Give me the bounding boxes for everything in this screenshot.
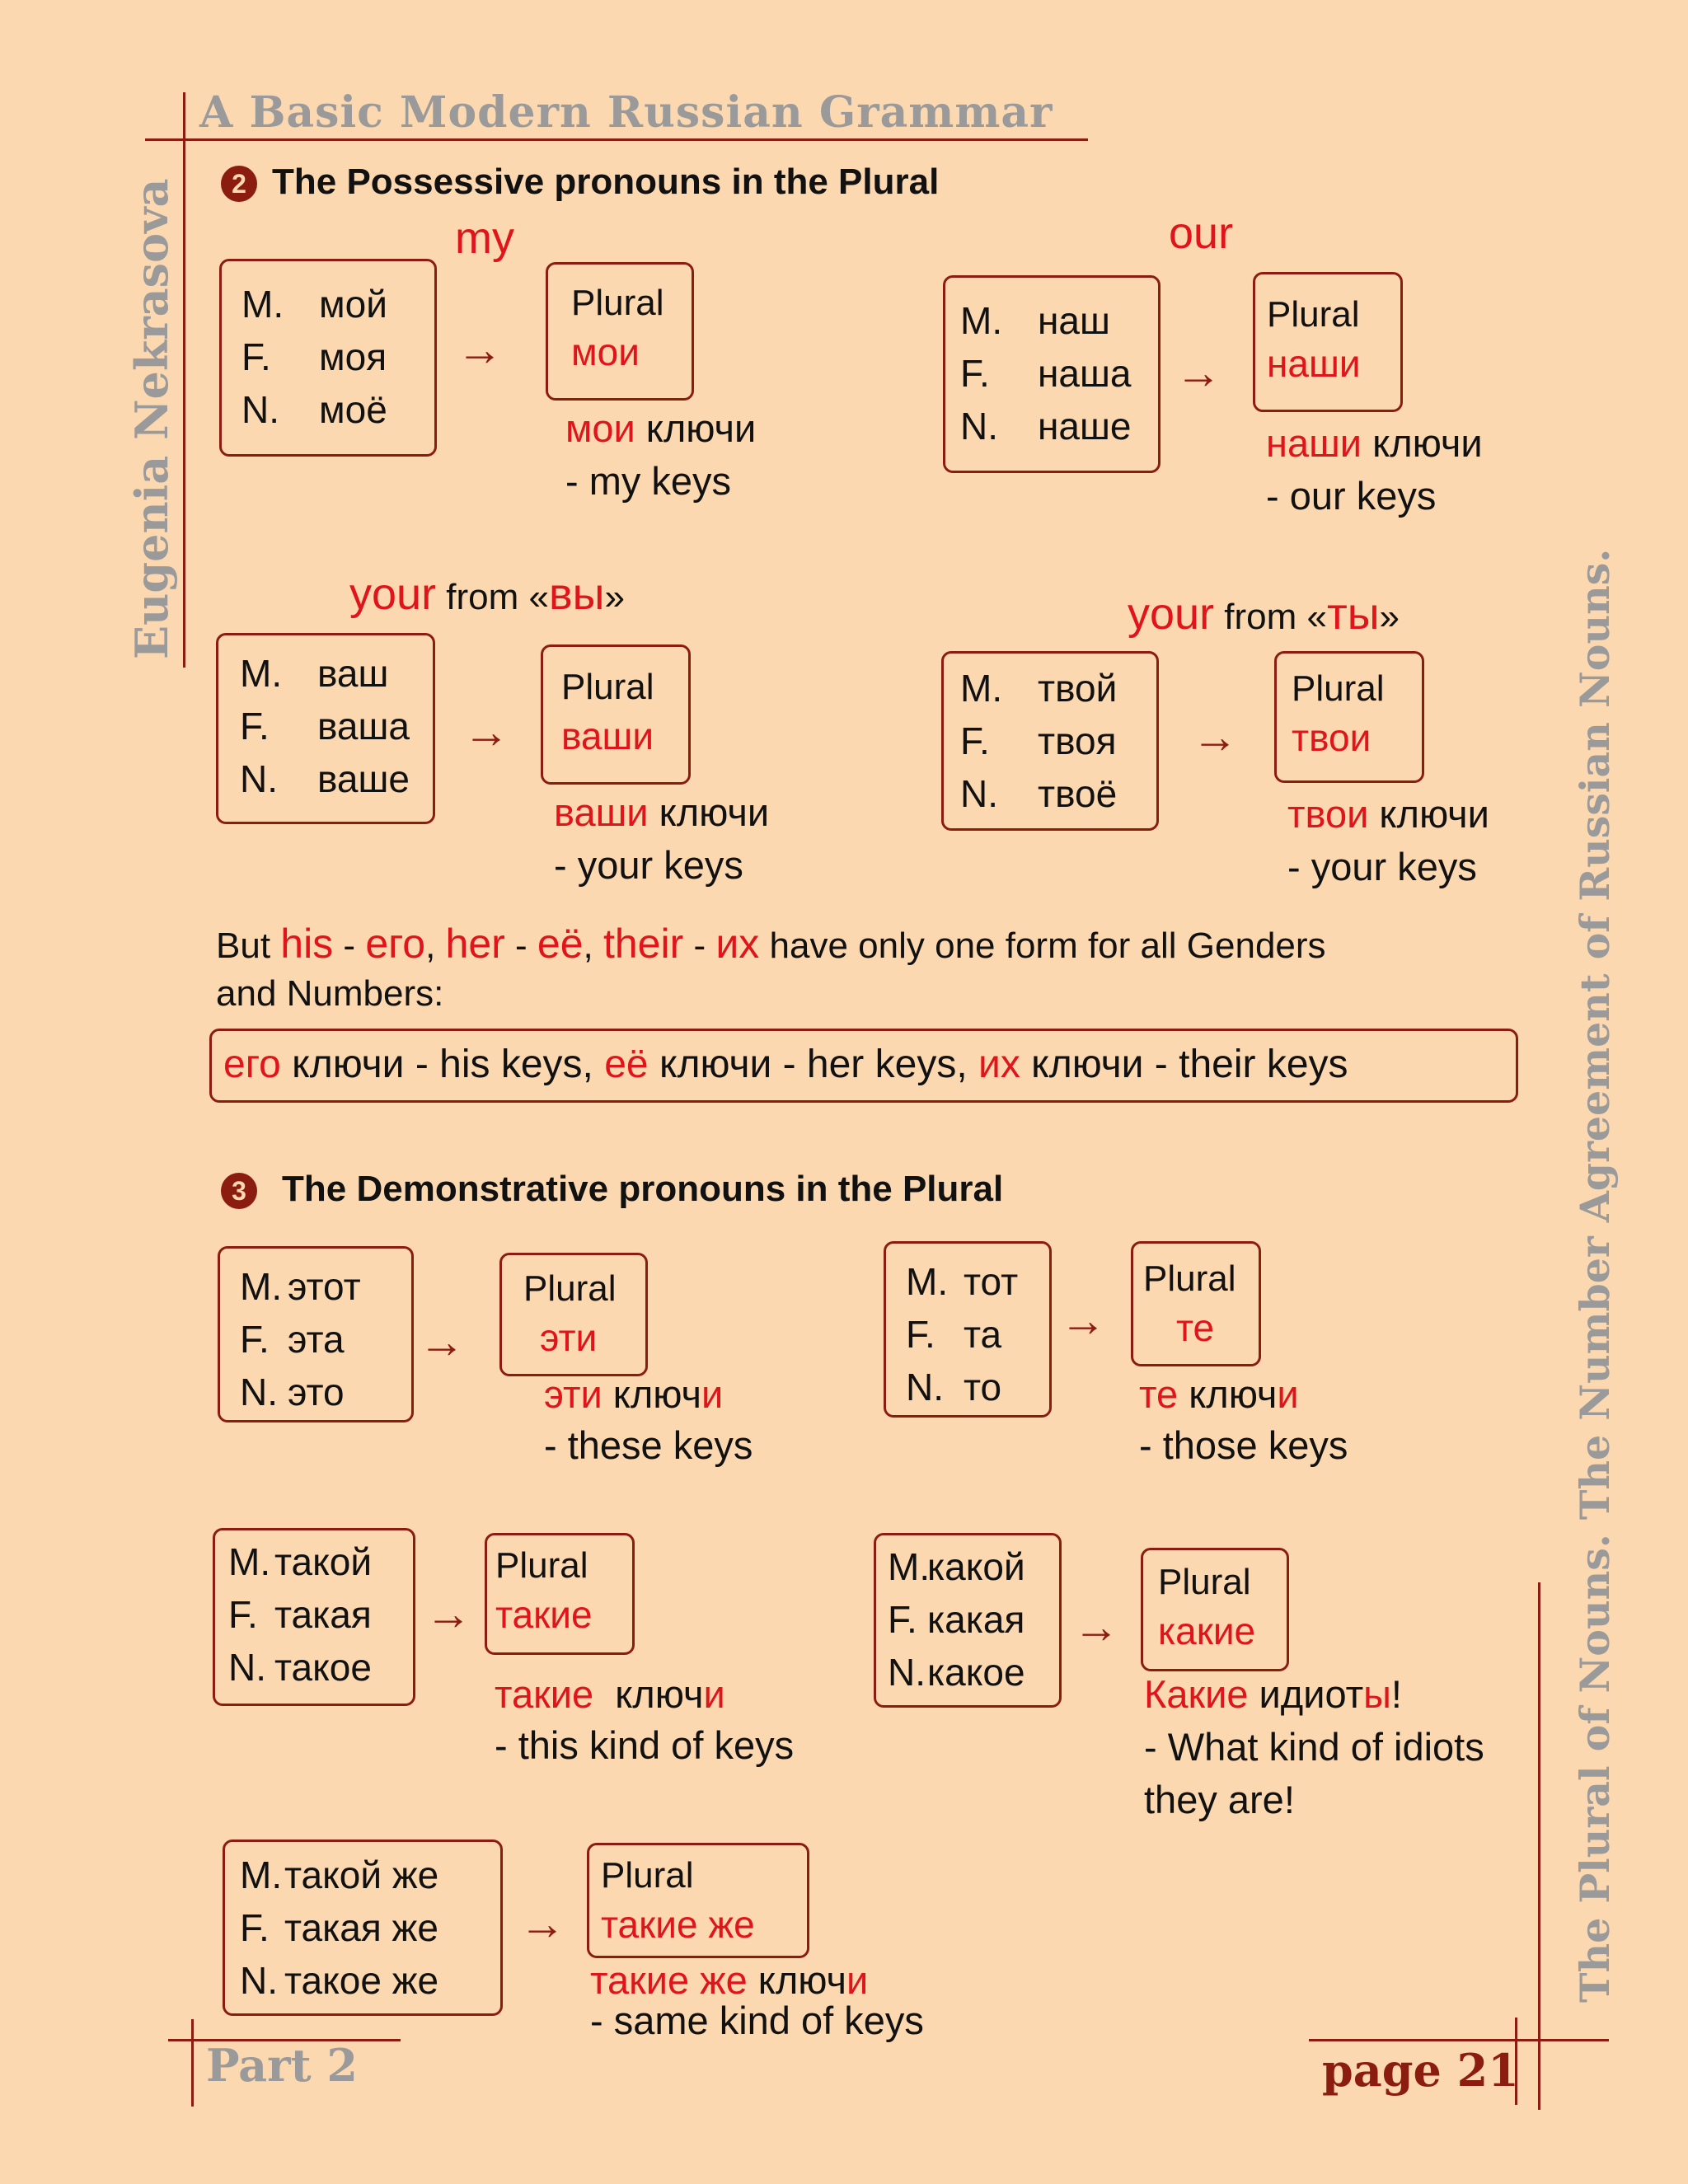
gender-label: F. [960,352,990,395]
label-your: your [349,569,437,619]
gender-label: N. [888,1651,926,1694]
example-pronoun: такие же [590,1958,748,2002]
example-noun: ключ [593,1672,704,1716]
gender-label: M. [240,652,283,695]
side-title: The Plural of Nouns. The Number Agreement of Russian Nouns. [1571,548,1619,2003]
gender-box-takoy-zhe [223,1840,503,2016]
plural-box-kakoy [1141,1548,1289,1671]
label-from: from « [1214,597,1327,637]
gender-form: это [288,1371,345,1413]
gender-label: F. [240,1906,270,1949]
gender-label: N. [240,757,278,800]
gender-form: наша [1038,352,1132,395]
gender-form: такая [274,1593,372,1636]
gender-label: F. [960,719,990,762]
example-ending: и [701,1372,724,1416]
plural-box-tot [1131,1241,1261,1366]
gender-form: твоя [1038,719,1117,762]
label-your: your [1128,589,1215,639]
gender-label: N. [241,388,279,431]
header-rule-horizontal [145,138,1088,141]
example-noun: ключи [635,406,757,450]
gender-box-etot [218,1246,414,1422]
example-our [1266,417,1483,470]
gender-form: твоё [1038,772,1118,815]
label-your-vy [349,569,625,620]
author-name: Eugenia Nekrasova [125,178,178,659]
gender-label: M. [960,667,1003,710]
example-tot [1139,1368,1299,1421]
label-our: our [1169,209,1234,258]
example-pronoun: такие [495,1672,594,1716]
section3-number-badge: 3 [221,1173,257,1209]
gender-label: N. [240,1371,278,1413]
gender-box-your-vy [216,633,435,824]
footer-rule-right-horizontal [1309,2039,1609,2041]
arrow-icon: → [1192,710,1238,762]
examples-box [209,1029,1518,1103]
plural-form: какие [1158,1610,1256,1652]
example-noun: ключи [1368,792,1489,836]
gloss-etot: - these keys [544,1423,753,1467]
gender-box-kakoy [874,1533,1062,1708]
gloss-takoy-zhe: - same kind of keys [590,1999,924,2042]
plural-label: Plural [523,1268,617,1309]
plural-form: эти [540,1316,598,1359]
example-pronoun: твои [1287,792,1369,836]
gender-label: M. [241,283,284,326]
gender-form: какая [927,1598,1025,1641]
gender-box-my [219,259,437,457]
example-pronoun: наши [1266,421,1362,465]
gender-form: какой [927,1545,1025,1588]
gender-form: твой [1038,667,1118,710]
example-pronoun: эти [544,1372,603,1416]
arrow-icon: → [463,705,509,757]
label-from-end: » [1379,597,1400,637]
plural-form: ваши [561,715,654,757]
example-noun: ключ [602,1372,702,1416]
gender-form: такое же [284,1959,439,2002]
gender-form: ваша [317,705,410,748]
section2-number-badge: 2 [221,166,257,202]
gender-form: этот [288,1265,361,1308]
plural-label: Plural [1158,1562,1251,1602]
example-noun: ключи [648,790,770,834]
gender-label: M. [228,1540,271,1583]
gloss-tot: - those keys [1139,1423,1348,1467]
gender-form: то [964,1366,1002,1408]
gender-label: N. [960,772,998,815]
gender-box-tot [884,1241,1052,1418]
label-your-ty [1128,588,1400,640]
gender-label: M. [240,1854,283,1896]
example-ending: и [846,1958,869,2002]
examples-line: его ключи - his keys, её ключи - her keys, их ключи - their keys [223,1043,1348,1086]
gender-form: такая же [284,1906,438,1949]
section3-heading [221,1169,1003,1210]
example-ending: и [703,1672,725,1716]
example-pronoun: те [1139,1372,1179,1416]
arrow-icon: → [1175,346,1221,398]
example-ending: ы [1363,1672,1391,1716]
gender-form: наше [1038,405,1132,448]
gender-label: N. [906,1366,944,1408]
label-from-word: ты [1326,589,1380,639]
gloss-our: - our keys [1266,474,1437,518]
gender-form: моя [319,335,387,378]
plural-form: мои [571,330,640,373]
plural-form: те [1176,1306,1215,1349]
section3-heading-text: The Demonstrative pronouns in the Plural [282,1169,1004,1209]
arrow-icon: → [519,1897,565,1949]
plural-label: Plural [1292,668,1385,709]
arrow-icon: → [1073,1601,1119,1652]
example-noun: ключ [1178,1372,1278,1416]
gender-label: N. [960,405,998,448]
plural-label: Plural [561,667,654,707]
label-from-end: » [604,577,625,617]
label-from-word: вы [548,569,605,619]
plural-label: Plural [571,283,664,323]
plural-form: такие [495,1593,593,1636]
plural-box-our [1253,272,1403,412]
gender-box-takoy [213,1528,415,1706]
gender-label: F. [906,1313,935,1356]
example-noun: ключи [1362,421,1483,465]
note-line-2: and Numbers: [216,973,444,1014]
book-title: A Basic Modern Russian Grammar [199,87,1053,138]
gender-form: та [964,1313,1002,1356]
gender-form: ваше [317,757,410,800]
gender-label: M. [906,1260,949,1303]
example-etot [544,1368,723,1421]
gloss-takoy: - this kind of keys [495,1723,795,1767]
plural-label: Plural [1143,1258,1236,1299]
gender-form: такой же [284,1854,439,1896]
gender-label: F. [888,1598,917,1641]
plural-form: такие же [601,1903,755,1946]
gender-label: M. [888,1545,931,1588]
header-rule-vertical [183,92,185,668]
gender-form: эта [288,1318,345,1361]
note-paragraph [216,920,1326,1018]
plural-form: наши [1267,342,1361,385]
plural-label: Plural [1267,294,1360,335]
plural-label: Plural [601,1855,694,1896]
side-rule-vertical [1538,1582,1540,2110]
gender-label: M. [240,1265,283,1308]
example-takoy-zhe [590,1958,868,2003]
arrow-icon: → [425,1587,471,1639]
gender-box-our [943,275,1160,473]
gender-label: M. [960,299,1003,342]
example-your-vy [554,786,769,839]
gender-form: тот [964,1260,1019,1303]
gloss-my: - my keys [565,459,732,503]
gender-label: N. [240,1959,278,2002]
footer-part: Part 2 [206,2039,358,2092]
plural-label: Plural [495,1545,588,1586]
gender-form: какое [927,1651,1025,1694]
plural-box-takoy-zhe [587,1843,809,1958]
gender-form: такое [274,1646,372,1689]
gender-form: мой [319,283,387,326]
gender-label: F. [240,1318,270,1361]
gloss-kakoy-line2: they are! [1144,1778,1295,1821]
gender-form: такой [274,1540,373,1583]
gender-form: наш [1038,299,1110,342]
label-from: from « [436,577,549,617]
gender-box-your-ty [941,651,1159,831]
plural-box-your-ty [1274,651,1424,783]
plural-box-your-vy [541,644,691,785]
plural-box-etot [499,1253,648,1376]
example-your-ty [1287,788,1489,841]
example-pronoun: Какие [1144,1672,1249,1716]
example-kakoy [1144,1668,1402,1721]
note-line-1: But his - его, her - её, their - их have only one form for all Genders [216,921,1326,967]
arrow-icon: → [457,323,503,375]
gender-form: моё [319,388,387,431]
section2-heading-text: The Possessive pronouns in the Plural [272,162,940,202]
gloss-your-vy: - your keys [554,843,743,887]
plural-form: твои [1292,716,1372,759]
label-my: my [455,213,514,263]
gloss-your-ty: - your keys [1287,845,1477,888]
gender-form: ваш [317,652,389,695]
footer-rule-left-vertical [191,2019,194,2107]
example-ending: и [1277,1372,1299,1416]
example-noun: ключ [747,1958,847,2002]
arrow-icon: → [419,1315,465,1367]
example-punctuation: ! [1390,1672,1402,1716]
example-pronoun: ваши [554,790,649,834]
gender-label: F. [240,705,270,748]
example-pronoun: мои [565,406,635,450]
plural-box-takoy [485,1533,635,1655]
plural-box-my [546,262,694,401]
gender-label: F. [241,335,271,378]
section2-heading [221,162,939,203]
example-my [565,402,756,455]
gender-label: N. [228,1646,266,1689]
example-takoy [495,1668,725,1721]
example-noun: идиот [1248,1672,1364,1716]
arrow-icon: → [1060,1294,1106,1346]
footer-page-number: page 21 [1322,2044,1519,2097]
gender-label: F. [228,1593,258,1636]
gloss-kakoy: - What kind of idiots [1144,1725,1484,1769]
